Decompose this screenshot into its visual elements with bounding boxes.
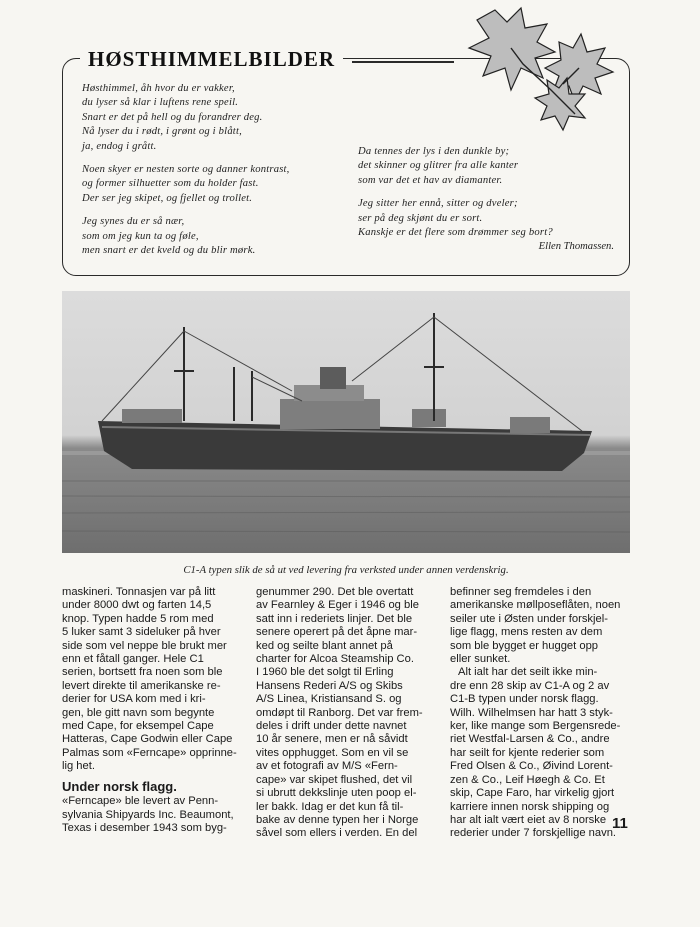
ship-photo bbox=[62, 291, 630, 553]
poem-line: det skinner og glitrer fra alle kanter bbox=[358, 160, 519, 172]
page-number: 11 bbox=[612, 815, 628, 832]
article-column-1 bbox=[62, 586, 244, 835]
poem-left-column bbox=[82, 82, 290, 267]
article-line: derier for USA kom med i kri- bbox=[62, 693, 206, 706]
poem-author: Ellen Thomassen. bbox=[538, 241, 614, 252]
article-line: I 1960 ble det solgt til Erling bbox=[256, 666, 394, 679]
article-line: har seilt for kjente rederier som bbox=[450, 746, 605, 759]
article-line: cape» var skipet flushed, det vil bbox=[256, 773, 413, 786]
article-line: deles i drift under dette navnet bbox=[256, 720, 407, 733]
title-rule bbox=[352, 61, 454, 63]
photo-caption: C1-A typen slik de så ut ved levering fra verksted under annen verdenskrig. bbox=[183, 564, 509, 576]
article-line: C1-B typen under norsk flagg. bbox=[450, 693, 599, 706]
article-line: Hatteras, Cape Godwin eller Cape bbox=[62, 733, 233, 746]
poem-line: Der ser jeg skipet, og fjellet og trollet. bbox=[82, 192, 253, 204]
article-line: 10 år senere, men er nå såvidt bbox=[256, 733, 408, 746]
article-line: knop. Typen hadde 5 rom med bbox=[62, 612, 214, 625]
article-line: skip, Cape Faro, har virkelig gjort bbox=[450, 787, 615, 800]
poem-stanza bbox=[358, 197, 553, 240]
article-line: Hansens Rederi A/S og Skibs bbox=[256, 679, 403, 692]
article-line: av et fotografi av M/S «Fern- bbox=[256, 760, 398, 773]
article-line: under 8000 dwt og farten 14,5 bbox=[62, 599, 212, 612]
article-line: senere operert på det åpne mar- bbox=[256, 626, 418, 639]
article-line: genummer 290. Det ble overtatt bbox=[256, 586, 414, 598]
poem-line: Jeg synes du er så nær, bbox=[82, 216, 185, 228]
poem-stanza bbox=[82, 82, 290, 154]
poem-stanza bbox=[82, 163, 290, 206]
article-subheading: Under norsk flagg. bbox=[62, 778, 177, 794]
poem-right-column bbox=[358, 145, 553, 249]
article-line: med Cape, for eksempel Cape bbox=[62, 720, 214, 733]
article-line: såvel som ellers i verden. En del bbox=[256, 827, 418, 840]
article-line: zen & Co., Leif Høegh & Co. Et bbox=[450, 773, 605, 786]
article-line: ker, like mange som Bergensrede- bbox=[450, 720, 621, 733]
poem-line: Snart er det på hell og du forandrer deg. bbox=[82, 111, 263, 123]
article-line: side som vel neppe ble brukt mer bbox=[62, 639, 227, 652]
poem-line: du lyser så klar i luftens rene speil. bbox=[82, 97, 239, 109]
article-line: A/S Linea, Kristiansand S. og bbox=[256, 693, 402, 706]
article-column-2 bbox=[256, 586, 438, 841]
article-line: enn et fåtall ganger. Hele C1 bbox=[62, 653, 204, 666]
article-line: bake av denne typen her i Norge bbox=[256, 813, 419, 826]
article-line: karriere innen norsk shipping og bbox=[450, 800, 610, 813]
article-line: eller sunket. bbox=[450, 653, 511, 666]
article-line: seiler ute i Østen under forskjel- bbox=[450, 612, 608, 625]
article-line: serien, bortsett fra noen som ble bbox=[62, 666, 223, 679]
poem-line: Jeg sitter her ennå, sitter og dveler; bbox=[358, 198, 518, 210]
poem-line: men snart er det kveld og du blir mørk. bbox=[82, 245, 256, 257]
poem-line: ser på deg skjønt du er sort. bbox=[358, 212, 483, 224]
article-line: Texas i desember 1943 som byg- bbox=[62, 821, 227, 834]
article-line: levert direkte til amerikanske re- bbox=[62, 679, 221, 692]
article-line: maskineri. Tonnasjen var på litt bbox=[62, 586, 216, 598]
article-line: av Fearnley & Eger i 1946 og ble bbox=[256, 599, 419, 612]
poem-title: HØSTHIMMELBILDER bbox=[80, 47, 343, 72]
article-line: Wilh. Wilhelmsen har hatt 3 styk- bbox=[450, 706, 613, 719]
poem-line: Noen skyer er nesten sorte og danner kontrast, bbox=[82, 164, 290, 176]
article-line: Fred Olsen & Co., Øivind Lorent- bbox=[450, 760, 613, 773]
article-column-3 bbox=[450, 586, 632, 841]
article-line: dre enn 28 skip av C1-A og 2 av bbox=[450, 679, 610, 692]
autumn-leaf-illustration bbox=[455, 2, 625, 132]
article-line: ler bakk. Idag er det kun få til- bbox=[256, 800, 404, 813]
poem-line: som om jeg kun ta og føle, bbox=[82, 230, 199, 242]
article-line: Alt ialt har det seilt ikke min- bbox=[458, 666, 598, 679]
poem-line: og former silhuetter som du holder fast. bbox=[82, 178, 259, 190]
article-line: ked og seilte blant annet på bbox=[256, 639, 393, 652]
poem-line: Da tennes der lys i den dunkle by; bbox=[358, 146, 510, 157]
poem-stanza bbox=[358, 145, 553, 188]
article-line: lig het. bbox=[62, 760, 95, 773]
article-line: som ble bygget er hugget opp bbox=[450, 639, 599, 652]
article-line: riet Westfal-Larsen & Co., andre bbox=[450, 733, 610, 746]
article-line: amerikanske møllposeflåten, noen bbox=[450, 599, 621, 612]
poem-stanza bbox=[82, 215, 290, 258]
article-line: si ubrutt dekkslinje uten poop el- bbox=[256, 787, 417, 800]
poem-line: Kanskje er det flere som drømmer seg bort? bbox=[358, 227, 553, 239]
article-line: lige flagg, mens resten av dem bbox=[450, 626, 603, 639]
article-line: «Ferncape» ble levert av Penn- bbox=[62, 795, 219, 808]
ship-illustration bbox=[62, 291, 630, 553]
poem-line: Høsthimmel, åh hvor du er vakker, bbox=[82, 83, 235, 94]
article-line: omdøpt til Ranborg. Det var frem- bbox=[256, 706, 423, 719]
poem-line: Nå lyser du i rødt, i grønt og i blått, bbox=[82, 126, 242, 138]
article-line: sylvania Shipyards Inc. Beaumont, bbox=[62, 808, 234, 821]
article-line: Palmas som «Ferncape» opprinne- bbox=[62, 746, 237, 759]
article-line: vites opphugget. Som en vil se bbox=[256, 746, 409, 759]
article-line: satt inn i rederiets linjer. Det ble bbox=[256, 612, 413, 625]
article-line: gen, ble gitt navn som begynte bbox=[62, 706, 215, 719]
poem-line: ja, endog i grått. bbox=[82, 140, 157, 152]
article-line: charter for Alcoa Steamship Co. bbox=[256, 653, 414, 666]
article-line: rederier under 7 forskjellige navn. bbox=[450, 827, 617, 840]
article-line: har alt ialt vært eiet av 8 norske bbox=[450, 813, 607, 826]
article-line: befinner seg fremdeles i den bbox=[450, 586, 592, 598]
article-line: 5 luker samt 3 sideluker på hver bbox=[62, 626, 221, 639]
poem-line: som var det et hav av diamanter. bbox=[358, 174, 503, 186]
